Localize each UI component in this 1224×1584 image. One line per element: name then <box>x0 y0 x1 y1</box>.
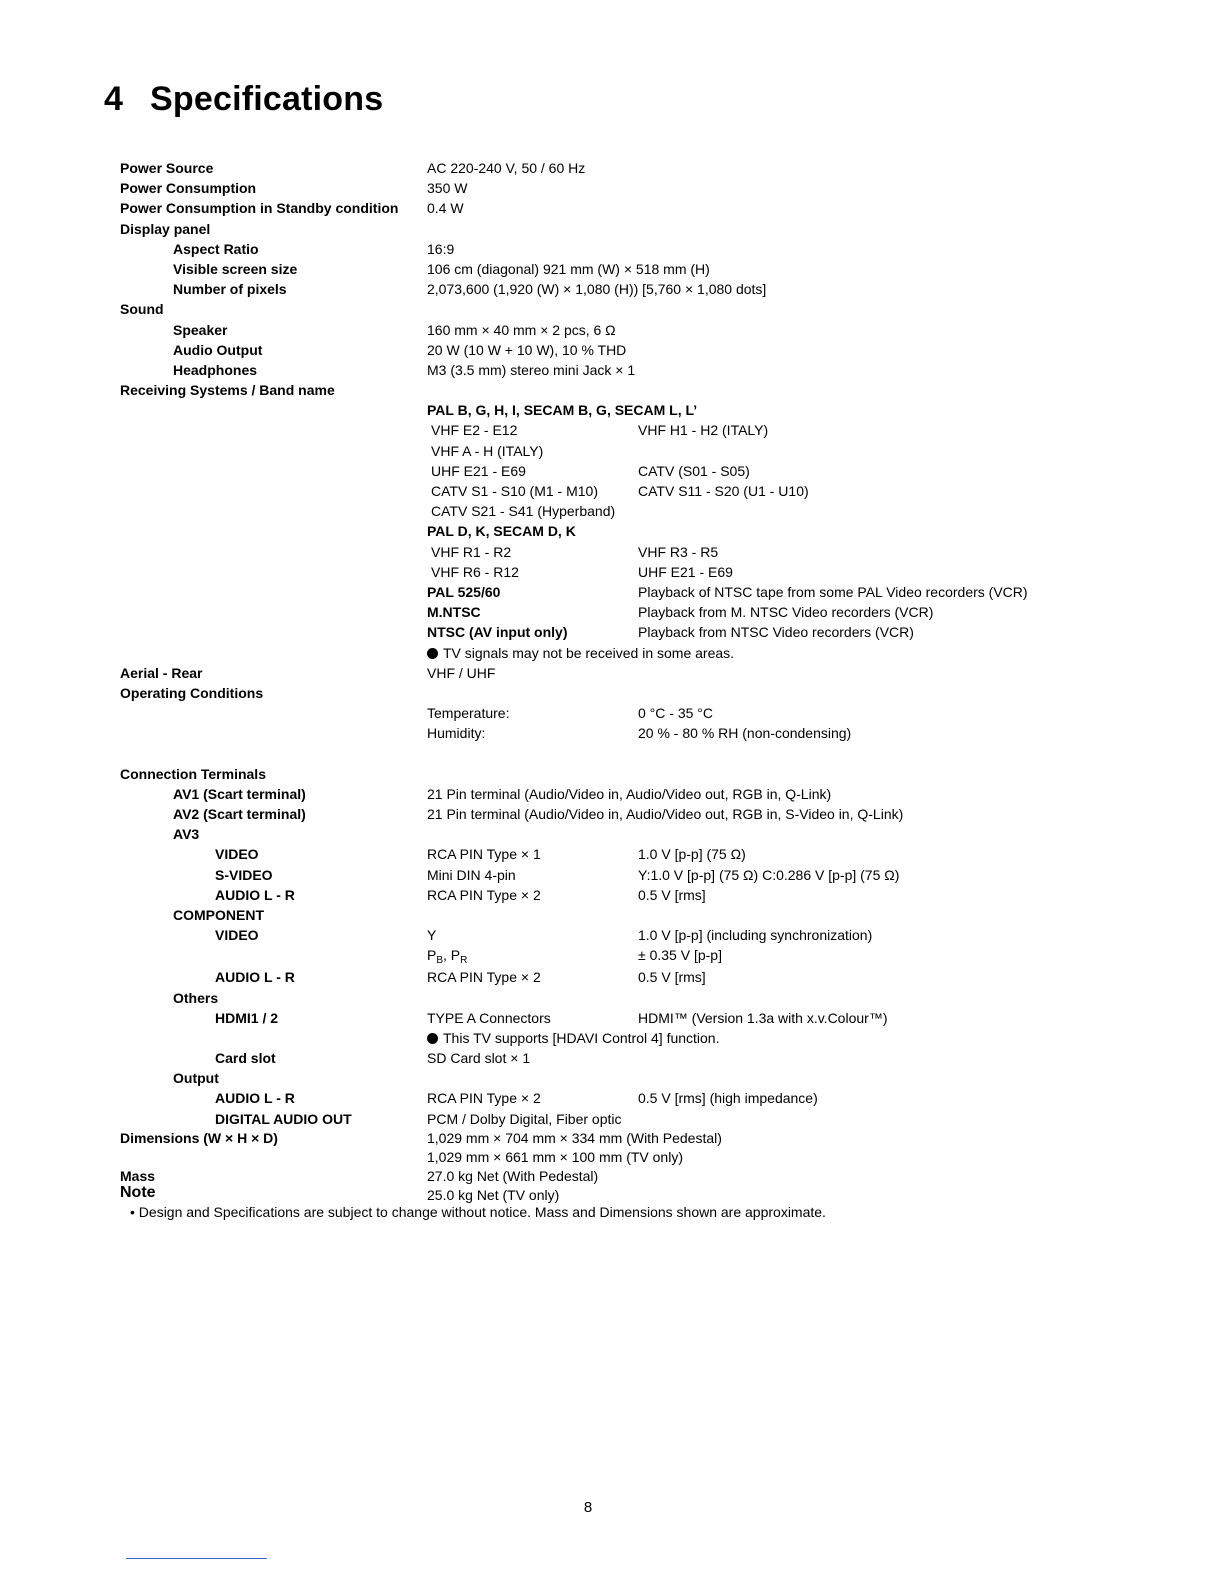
spec-value: 20 W (10 W + 10 W), 10 % THD <box>427 341 627 358</box>
spec-sublabel: Temperature: <box>427 705 510 722</box>
spec-value: SD Card slot × 1 <box>427 1050 531 1067</box>
spec-row-audio-output <box>120 340 1120 360</box>
band-row <box>120 562 1120 582</box>
spec-value: TYPE A Connectors <box>427 1009 551 1026</box>
band-value: Playback of NTSC tape from some PAL Video recorders (VCR) <box>638 583 1028 600</box>
band-value: VHF H1 - H2 (ITALY) <box>638 422 769 439</box>
spec-value: RCA PIN Type × 2 <box>427 969 541 986</box>
spec-label: Power Consumption in Standby condition <box>120 200 399 217</box>
spec-label: VIDEO <box>215 846 259 863</box>
spec-row-standby <box>120 198 1120 218</box>
spec-label: HDMI1 / 2 <box>215 1009 279 1026</box>
spec-value-pbpr: $P_B$, $P_R$ <box>427 947 468 967</box>
spec-label: VIDEO <box>215 927 259 944</box>
note-text: This TV supports [HDAVI Control 4] function. <box>443 1029 720 1046</box>
band-value: UHF E21 - E69 <box>638 563 733 580</box>
spec-row-output-audio <box>120 1088 1120 1108</box>
section-number: 4 <box>104 80 124 118</box>
bullet-icon <box>427 1033 438 1044</box>
spec-value: RCA PIN Type × 2 <box>427 886 541 903</box>
spec-row-component <box>120 905 1120 925</box>
spec-label: Mass <box>120 1168 156 1185</box>
spec-row-component-pbpr <box>120 945 1120 967</box>
spec-label: Speaker <box>173 321 228 338</box>
spec-value: RCA PIN Type × 2 <box>427 1090 541 1107</box>
band-row-ntsc <box>120 622 1120 642</box>
spec-row-pixels <box>120 279 1120 299</box>
band-group-title: PAL D, K, SECAM D, K <box>427 523 576 540</box>
spec-value: 106 cm (diagonal) 921 mm (W) × 518 mm (H) <box>427 260 710 277</box>
spec-row-operating <box>120 683 1120 703</box>
band-value: VHF A - H (ITALY) <box>431 442 544 459</box>
spec-value: 0.5 V [rms] <box>638 886 706 903</box>
spec-value: 0.5 V [rms] <box>638 969 706 986</box>
spec-value: RCA PIN Type × 1 <box>427 846 541 863</box>
spec-label: Display panel <box>120 220 211 237</box>
spec-value: Y:1.0 V [p-p] (75 Ω) C:0.286 V [p-p] (75 Ω) <box>638 866 900 883</box>
spec-label: Headphones <box>173 361 258 378</box>
band-row <box>120 441 1120 461</box>
spec-row-hdmi <box>120 1008 1120 1028</box>
spec-value: 0.5 V [rms] (high impedance) <box>638 1090 818 1107</box>
spec-row-av2 <box>120 804 1120 824</box>
spec-label: DIGITAL AUDIO OUT <box>215 1110 352 1127</box>
band-row <box>120 481 1120 501</box>
spec-label: AV3 <box>173 826 200 843</box>
spec-value: 1,029 mm × 704 mm × 334 mm (With Pedestal) <box>427 1129 722 1146</box>
spec-label: Others <box>173 989 219 1006</box>
spec-value: 20 % - 80 % RH (non-condensing) <box>638 725 852 742</box>
spec-value: 16:9 <box>427 240 455 257</box>
specifications-table <box>120 158 1120 1206</box>
band-row <box>120 461 1120 481</box>
band-group-pal-bgh <box>120 400 1120 420</box>
spec-row-dimensions-2 <box>120 1148 1120 1167</box>
spec-label: Card slot <box>215 1050 276 1067</box>
band-value: VHF E2 - E12 <box>431 422 518 439</box>
spec-label: S-VIDEO <box>215 866 273 883</box>
spec-value: 160 mm × 40 mm × 2 pcs, 6 Ω <box>427 321 616 338</box>
band-row-mntsc <box>120 602 1120 622</box>
spec-label: Dimensions (W × H × D) <box>120 1129 278 1146</box>
spec-label: Visible screen size <box>173 260 298 277</box>
page-title <box>104 80 383 119</box>
note-text: TV signals may not be received in some areas. <box>443 644 735 661</box>
spec-row-component-video <box>120 925 1120 945</box>
band-row <box>120 501 1120 521</box>
band-row <box>120 542 1120 562</box>
page-number: 8 <box>583 1499 593 1516</box>
spec-label: AV2 (Scart terminal) <box>173 806 306 822</box>
spec-row-aerial <box>120 663 1120 683</box>
band-group-title: PAL B, G, H, I, SECAM B, G, SECAM L, L’ <box>427 402 698 419</box>
spec-label: Sound <box>120 301 164 318</box>
spec-value: 350 W <box>427 180 468 197</box>
spec-row-mass-2 <box>120 1186 1120 1205</box>
spec-row-sound <box>120 299 1120 319</box>
spec-row-connection <box>120 764 1120 784</box>
spec-row-dimensions <box>120 1129 1120 1148</box>
note-title: Note <box>120 1184 156 1201</box>
spec-value: 21 Pin terminal (Audio/Video in, Audio/Video out, RGB in, Q-Link) <box>427 785 832 802</box>
spec-row-humidity <box>120 723 1120 743</box>
spec-label: AUDIO L - R <box>215 886 295 903</box>
spec-value: 0 °C - 35 °C <box>638 705 713 722</box>
spec-label: AUDIO L - R <box>215 1090 295 1107</box>
spec-label: Output <box>173 1070 219 1087</box>
spec-label: AV1 (Scart terminal) <box>173 785 306 802</box>
band-group-pal-dk <box>120 521 1120 541</box>
spec-row-card-slot <box>120 1048 1120 1068</box>
spec-label: Aerial - Rear <box>120 664 203 681</box>
spec-label: Power Source <box>120 160 214 176</box>
spec-row-output <box>120 1068 1120 1088</box>
spec-row-screen-size <box>120 259 1120 279</box>
footer-divider <box>126 1558 267 1559</box>
spec-row-av1 <box>120 784 1120 804</box>
spacer <box>120 743 1120 763</box>
spec-row-component-audio <box>120 967 1120 987</box>
note-body: • Design and Specifications are subject to change without notice. Mass and Dimensions shown are approximate. <box>130 1204 826 1220</box>
spec-row-headphones <box>120 360 1120 380</box>
spec-row-av3-svideo <box>120 865 1120 885</box>
spec-row-temperature <box>120 703 1120 723</box>
band-value: CATV S11 - S20 (U1 - U10) <box>638 483 809 499</box>
band-value: CATV S21 - S41 (Hyperband) <box>431 503 616 520</box>
spec-value: 2,073,600 (1,920 (W) × 1,080 (H)) [5,760 × 1,080 dots] <box>427 281 767 298</box>
band-value: Playback from M. NTSC Video recorders (VCR) <box>638 604 934 621</box>
spec-value: VHF / UHF <box>427 664 496 681</box>
hdmi-note <box>120 1028 1120 1048</box>
spec-value: 1,029 mm × 661 mm × 100 mm (TV only) <box>427 1149 683 1165</box>
spec-row-speaker <box>120 320 1120 340</box>
spec-row-digital-audio <box>120 1109 1120 1129</box>
spec-row-power-source <box>120 158 1120 178</box>
spec-row-aspect-ratio <box>120 239 1120 259</box>
band-group-title: M.NTSC <box>427 604 481 621</box>
tv-signal-note <box>120 643 1120 663</box>
band-value: CATV (S01 - S05) <box>638 462 750 479</box>
spec-value: 25.0 kg Net (TV only) <box>427 1187 560 1204</box>
band-value: VHF R3 - R5 <box>638 543 719 560</box>
spec-value: Mini DIN 4-pin <box>427 866 516 883</box>
band-row <box>120 420 1120 440</box>
spec-row-others <box>120 988 1120 1008</box>
spec-value: 21 Pin terminal (Audio/Video in, Audio/Video out, RGB in, S-Video in, Q-Link) <box>427 806 904 822</box>
spec-row-av3 <box>120 824 1120 844</box>
spec-value: AC 220-240 V, 50 / 60 Hz <box>427 160 586 176</box>
spec-label: COMPONENT <box>173 906 264 923</box>
band-value: VHF R6 - R12 <box>431 563 519 580</box>
spec-value: 0.4 W <box>427 200 464 217</box>
spec-value: 1.0 V [p-p] (including synchronization) <box>638 927 873 944</box>
band-value: VHF R1 - R2 <box>431 543 512 560</box>
spec-row-mass <box>120 1167 1120 1186</box>
spec-value: M3 (3.5 mm) stereo mini Jack × 1 <box>427 361 636 378</box>
spec-label: Aspect Ratio <box>173 240 259 257</box>
spec-sublabel: Humidity: <box>427 725 486 742</box>
spec-label: Power Consumption <box>120 180 257 197</box>
bullet-icon <box>427 648 438 659</box>
spec-row-av3-video <box>120 844 1120 864</box>
spec-value: HDMI™ (Version 1.3a with x.v.Colour™) <box>638 1009 888 1026</box>
spec-value: Y <box>427 927 437 944</box>
spec-value: PCM / Dolby Digital, Fiber optic <box>427 1110 622 1127</box>
spec-label: AUDIO L - R <box>215 969 295 986</box>
spec-row-power-consumption <box>120 178 1120 198</box>
spec-row-av3-audio <box>120 885 1120 905</box>
spec-value: ± 0.35 V [p-p] <box>638 947 722 964</box>
spec-label: Number of pixels <box>173 281 287 298</box>
spec-value: 1.0 V [p-p] (75 Ω) <box>638 846 746 863</box>
band-group-title: NTSC (AV input only) <box>427 624 568 641</box>
spec-label: Audio Output <box>173 341 263 358</box>
spec-row-display-panel <box>120 219 1120 239</box>
band-value: UHF E21 - E69 <box>431 462 526 479</box>
band-group-title: PAL 525/60 <box>427 583 501 600</box>
section-title: Specifications <box>150 80 384 118</box>
band-value: Playback from NTSC Video recorders (VCR) <box>638 624 914 641</box>
band-row-pal525 <box>120 582 1120 602</box>
spec-row-receiving <box>120 380 1120 400</box>
spec-label: Receiving Systems / Band name <box>120 382 335 399</box>
band-value: CATV S1 - S10 (M1 - M10) <box>431 483 599 499</box>
spec-label: Operating Conditions <box>120 684 264 701</box>
spec-value: 27.0 kg Net (With Pedestal) <box>427 1168 599 1185</box>
spec-label: Connection Terminals <box>120 765 266 782</box>
